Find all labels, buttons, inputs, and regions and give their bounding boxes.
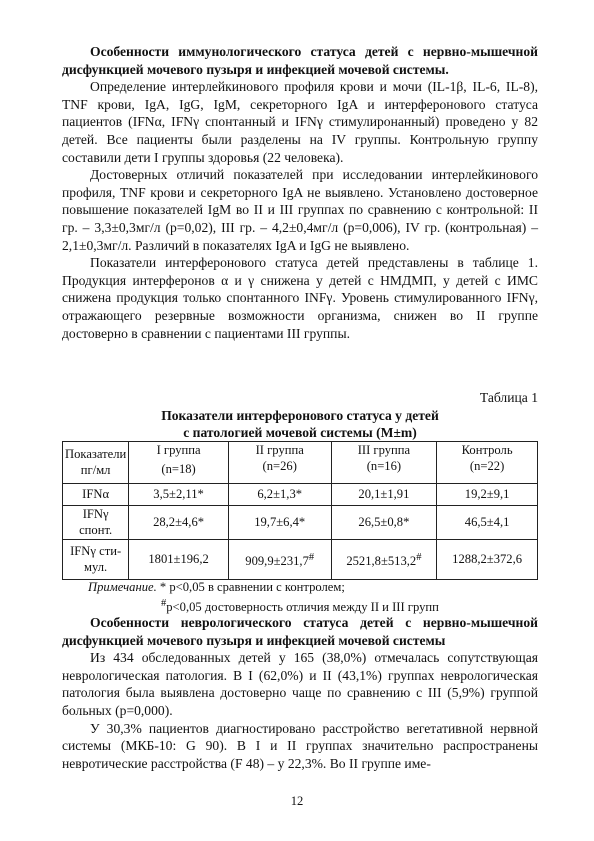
significance-mark: # bbox=[416, 551, 422, 563]
table-cell bbox=[331, 540, 437, 580]
cell-text: мул. bbox=[84, 559, 108, 574]
table-note-2 bbox=[62, 596, 538, 616]
table-row bbox=[63, 506, 538, 540]
cell-text: 2521,8±513,2 bbox=[346, 553, 417, 568]
header-text: (n=16) bbox=[366, 458, 402, 473]
note-1-text: * p<0,05 в сравнении с контролем; bbox=[159, 580, 345, 594]
section-2-paragraph-1: Из 434 обследованных детей у 165 (38,0%) отмечалась сопутствующая неврологическая патология. В I (62,0%) и II (43,1%) группах неврологическая патология была выявлена достоверно чаще по сравнению с III (5,9%) группой больных (p=0,000). bbox=[62, 650, 538, 718]
header-text: Показатели bbox=[65, 447, 127, 461]
table-cell: 1801±196,2 bbox=[129, 540, 229, 580]
section-2-heading: Особенности неврологического статуса детей с нервно-мышечной дисфункцией мочевого пузыря и инфекцией мочевой системы bbox=[62, 615, 538, 648]
header-text: (n=22) bbox=[469, 458, 505, 473]
table-block bbox=[62, 389, 538, 615]
header-text: Контроль bbox=[461, 443, 513, 457]
table-cell bbox=[228, 540, 331, 580]
table-cell: 19,7±6,4* bbox=[228, 506, 331, 540]
table-note-1 bbox=[62, 580, 538, 596]
table-cell: 6,2±1,3* bbox=[228, 484, 331, 506]
table-cell: 3,5±2,11* bbox=[129, 484, 229, 506]
header-cell-group-3 bbox=[331, 442, 437, 484]
section-2 bbox=[62, 614, 538, 772]
table-header-row bbox=[63, 442, 538, 484]
table-number-label: Таблица 1 bbox=[479, 390, 538, 405]
table-caption-line-1: Показатели интерферонового статуса у детей bbox=[161, 407, 439, 423]
section-1-paragraph-2: Достоверных отличий показателей при исследовании интерлейкинового профиля, TNF крови и секреторного IgA не выявлено. Установлено достоверное повышение показателей IgM во II и III группах по сравнению с контрольной: II гр. – 3,3±0,3мг/л (p=0,02), III гр. – 4,2±0,4мг/л (p=0,006), IV гр. (контрольная) – 2,1±0,3мг/л. Различий в показателях IgA и IgG не выявлено. bbox=[62, 167, 538, 253]
header-text: пг/мл bbox=[80, 462, 111, 477]
header-text: II группа bbox=[255, 443, 304, 457]
cell-text: 909,9±231,7 bbox=[245, 553, 309, 568]
table-cell: 20,1±1,91 bbox=[331, 484, 437, 506]
header-text: (n=26) bbox=[262, 458, 297, 473]
table-cell: 19,2±9,1 bbox=[437, 484, 538, 506]
table-row bbox=[63, 540, 538, 580]
table-cell: IFNα bbox=[63, 484, 129, 506]
table-cell: 28,2±4,6* bbox=[129, 506, 229, 540]
table-cell bbox=[63, 540, 129, 580]
table-cell: 46,5±4,1 bbox=[437, 506, 538, 540]
header-text: I группа bbox=[156, 443, 201, 457]
section-1-paragraph-1: Определение интерлейкинового профиля крови и мочи (IL-1β, IL-6, IL-8), TNF крови, IgA, IgG, IgM, секреторного IgA и интерферонового статуса пациентов (IFNα, IFNγ спонтанный и IFNγ стимулиронанный) проведено у 82 детей. Все пациенты были разделены на IV группы. Контрольную группу составили дети I группы здоровья (22 человека). bbox=[62, 79, 538, 165]
section-1 bbox=[62, 43, 538, 342]
header-cell-group-1 bbox=[129, 442, 229, 484]
note-2-mark: # bbox=[161, 597, 167, 609]
significance-mark: # bbox=[308, 551, 315, 563]
table-caption-line-2: с патологией мочевой системы (M±m) bbox=[183, 424, 417, 440]
table-cell: IFNγ спонт. bbox=[63, 506, 129, 540]
header-cell-control bbox=[437, 442, 538, 484]
table-cell: 26,5±0,8* bbox=[331, 506, 437, 540]
page-number: 12 bbox=[290, 794, 304, 808]
note-label: Примечание. bbox=[88, 580, 157, 594]
header-text: III группа bbox=[357, 443, 411, 457]
table-caption bbox=[62, 407, 538, 441]
section-1-paragraph-3: Показатели интерферонового статуса детей представлены в таблице 1. Продукция интерферонов α и γ снижена у детей с НМДМП, у детей с ИМС снижена продукция только спонтанного INFγ. Уровень стимулированного IFNγ, отражающего резервные возможности организма, снижен во II группе достоверно в сравнении с пациентами III группы. bbox=[62, 255, 538, 341]
table-row bbox=[63, 484, 538, 506]
cell-text: IFNγ сти- bbox=[70, 544, 122, 558]
header-cell-group-2 bbox=[228, 442, 331, 484]
section-2-paragraph-2: У 30,3% пациентов диагностировано расстройство вегетативной нервной системы (МКБ-10: G 90). В I и II группах значительно распространены невротические расстройства (F 48) – у 22,3%. Во II группе име- bbox=[62, 720, 538, 771]
table-cell: 1288,2±372,6 bbox=[437, 540, 538, 580]
note-2-text: p<0,05 достоверность отличия между II и III групп bbox=[166, 599, 439, 614]
header-text: (n=18) bbox=[161, 461, 196, 476]
header-cell-indicator bbox=[63, 442, 129, 484]
section-1-heading: Особенности иммунологического статуса детей с нервно-мышечной дисфункцией мочевого пузыря и инфекцией мочевой системы. bbox=[62, 44, 538, 77]
interferon-table bbox=[62, 441, 538, 580]
